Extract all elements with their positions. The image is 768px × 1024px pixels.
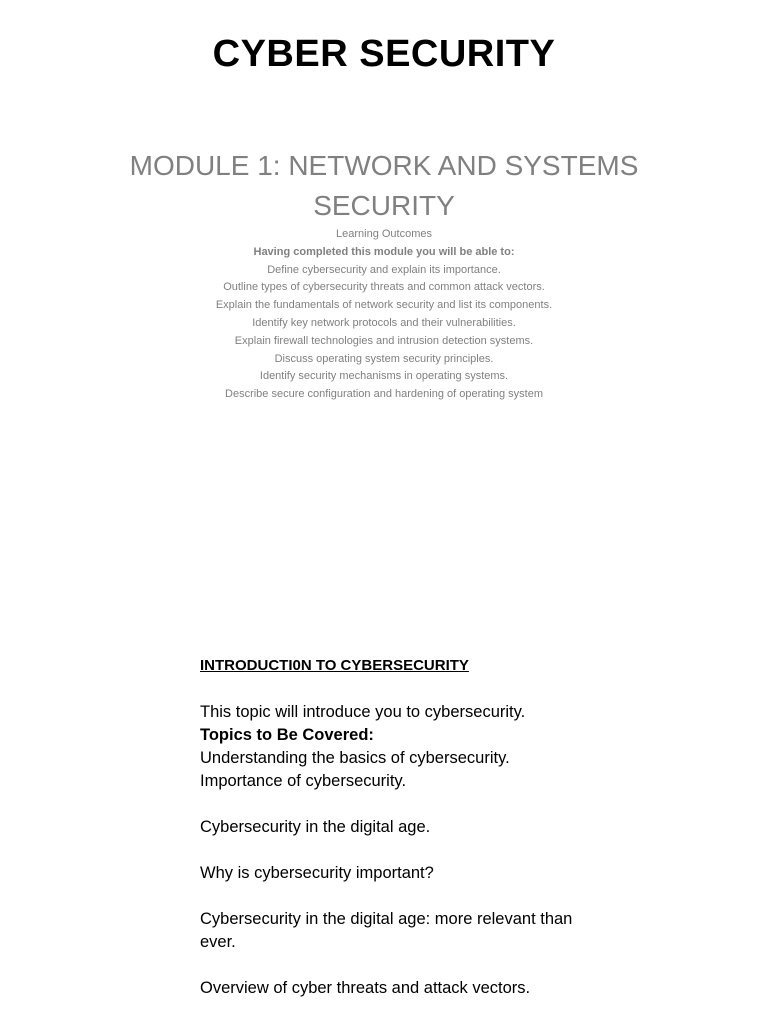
spacer (200, 793, 580, 816)
topic-item: Cybersecurity in the digital age. (200, 818, 431, 836)
topic-item: Understanding the basics of cybersecurity. (200, 749, 510, 767)
module-title: MODULE 1: NETWORK AND SYSTEMS SECURITY (129, 150, 639, 221)
topics-label: Topics to Be Covered: (200, 726, 374, 744)
intro-section (200, 655, 580, 1000)
intro-heading: INTRODUCTI0N TO CYBERSECURITY (200, 657, 469, 674)
outcome-item: Discuss operating system security principles. (274, 352, 494, 365)
outcome-item: Explain the fundamentals of network security and list its components. (215, 299, 553, 312)
learning-outcomes (100, 226, 668, 404)
document-title: CYBER SECURITY (212, 33, 556, 75)
spacer (200, 839, 580, 862)
outcome-item: Explain firewall technologies and intrusion detection systems. (234, 334, 534, 347)
learning-outcomes-label: Learning Outcomes (336, 228, 432, 240)
topic-item: Why is cybersecurity important? (200, 864, 434, 882)
spacer (200, 954, 580, 977)
outcome-item: Outline types of cybersecurity threats and common attack vectors. (223, 281, 545, 294)
spacer (200, 885, 580, 908)
learning-outcomes-lead: Having completed this module you will be able to: (253, 245, 515, 258)
topic-item: Importance of cybersecurity. (200, 772, 407, 790)
outcome-item: Describe secure configuration and hardening of operating system (225, 388, 543, 401)
outcome-item: Identify security mechanisms in operating systems. (259, 370, 509, 383)
intro-line: This topic will introduce you to cybersecurity. (200, 703, 526, 721)
topic-item: Cybersecurity in the digital age: more relevant than ever. (200, 910, 573, 951)
outcome-item: Identify key network protocols and their vulnerabilities. (252, 316, 516, 329)
topic-item: Overview of cyber threats and attack vectors. (200, 979, 531, 997)
outcome-item: Define cybersecurity and explain its importance. (267, 263, 501, 276)
